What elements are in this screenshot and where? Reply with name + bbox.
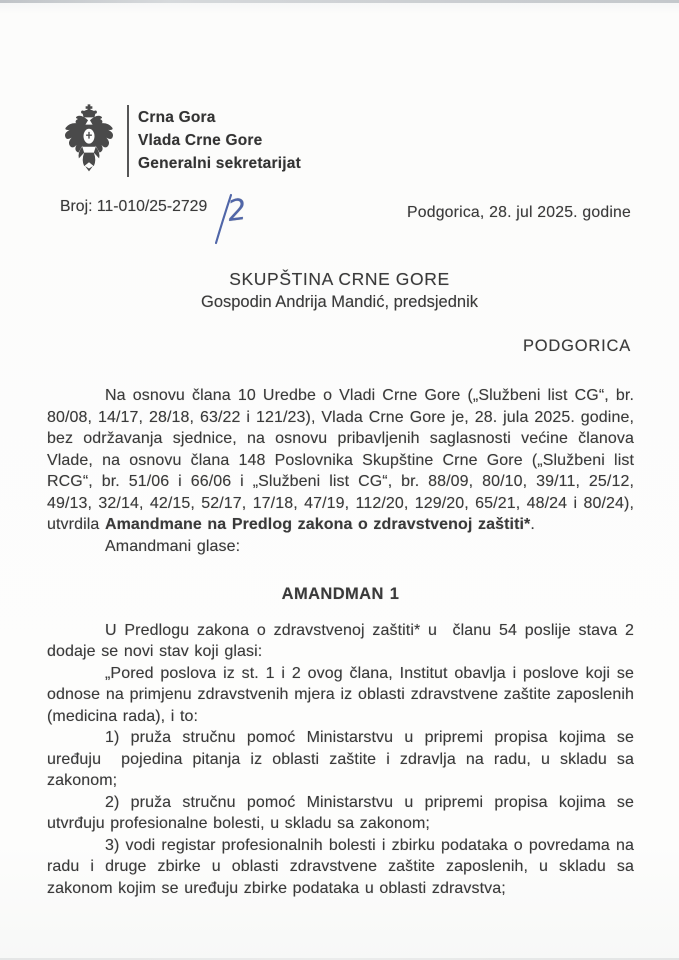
addressee-block [0,268,679,314]
amendment-1-item-1: 1) pruža stručnu pomoć Ministarstvu u pripremi propisa kojima se uređuju pojedina pitanja iz oblasti zaštite i zdravlja na radu, u skladu sa zakonom; [47,729,634,789]
amendments-lead-line: Amandmani glase: [105,537,241,555]
handwritten-digit: 2 [225,191,249,228]
dateline: Podgorica, 28. jul 2025. godine [406,204,631,221]
letterhead-divider [127,105,129,177]
reference-number: Broj: 11-010/25-2729 [60,198,208,215]
document-body [47,385,634,899]
addressee-city: PODGORICA [522,337,631,355]
scan-edge-top [0,0,679,3]
letterhead-text [138,103,301,175]
intro-bold-title: Amandmane na Predlog zakona o zdravstvenoj zaštiti* [104,516,531,533]
intro-regular-text: Na osnovu člana 10 Uredbe o Vladi Crne Gore („Službeni list CG“, br. 80/08, 14/17, 28/18, 63/22 i 121/23), Vlada Crne Gore je, 28. jula 2025. godine, bez održavanja sjednice, na osnovu pribavljenih saglasnosti većine članova Vlade, na osnovu člana 148 Poslovnika Skupštine Crne Gore („Službeni list RCG“, br. 51/06 i 66/06 i „Službeni list CG“, br. 88/09, 80/10, 39/11, 25/12, 49/13, 32/14, 42/15, 52/17, 17/18, 47/19, 112/20, 129/20, 65/21, 48/24 i 80/24), utvrdila [47,387,634,533]
letterhead-line-country: Crna Gora [138,109,216,126]
amendment-1-paragraph-1: U Predlogu zakona o zdravstvenoj zaštiti* u članu 54 poslije stava 2 dodaje se novi stav koji glasi: [47,621,634,660]
reference-line [60,191,250,248]
addressee-recipient: SKUPŠTINA CRNE GORE [229,269,450,289]
amendment-1-item-2: 2) pruža stručnu pomoć Ministarstvu u pripremi propisa kojima se utvrđuju profesionalne bolesti, u skladu sa zakonom; [47,793,634,832]
letterhead-line-government: Vlada Crne Gore [138,132,263,149]
montenegro-coat-of-arms-icon [62,103,116,179]
letterhead [62,103,301,179]
intro-paragraph [47,385,634,536]
handwritten-annotation [208,190,250,248]
intro-suffix: . [530,516,535,533]
amendment-1-item-3: 3) vodi registar profesionalnih bolesti i zbirku podataka o povredama na radu i druge zbirke u oblasti zdravstvene zaštite zaposlenih, u skladu sa zakonom kojim se uređuju zbirke podataka u oblasti zdravstva; [47,836,634,897]
letterhead-line-secretariat: Generalni sekretarijat [138,155,301,172]
amendment-1-paragraph-2: „Pored poslova iz st. 1 i 2 ovog člana, Institut obavlja i poslove koji se odnose na primjenu zdravstvenih mjera iz oblasti zdravstvene zaštite zaposlenih (medicina rada), i to: [47,664,634,725]
addressee-attention: Gospodin Andrija Mandić, predsjednik [201,293,478,311]
amendment-1-heading: AMANDMAN 1 [281,585,400,603]
